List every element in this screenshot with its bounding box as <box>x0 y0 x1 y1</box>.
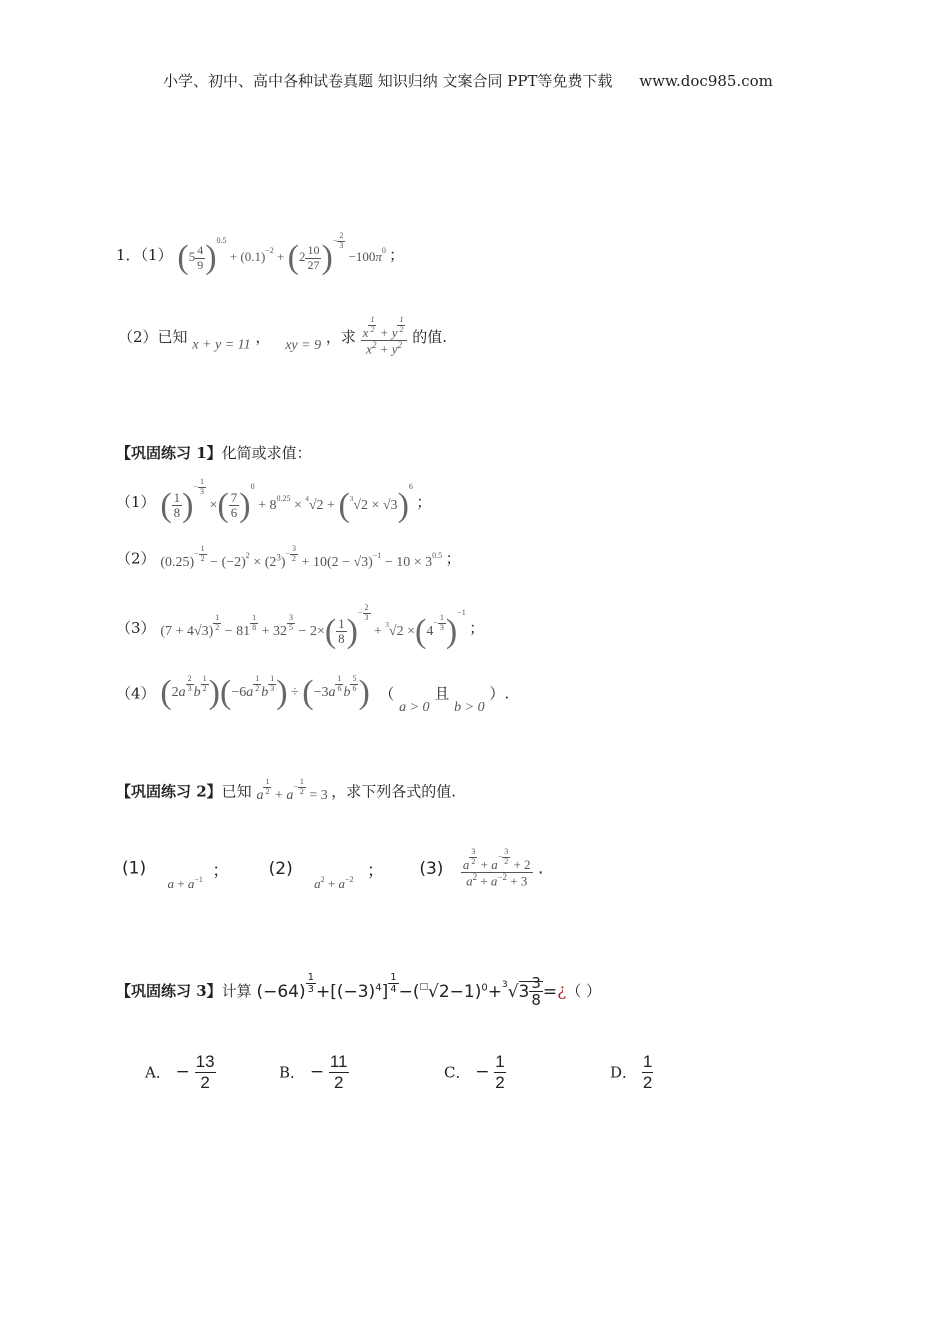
header-text: 小学、初中、高中各种试卷真题 知识归纳 文案合同 PPT等免费下载 <box>163 72 613 90</box>
ex2-ask: ，求下列各式的值. <box>331 782 457 801</box>
ex2-title <box>116 778 456 818</box>
ex3-formula: (−64) $^{\frac{1}{3}}$ $+[(-3)^4]$ $^{\frac{1}{4}}$ $-(^□√2-1)^0+^3√3$ $\frac{3}{8}$ = <box>256 972 558 1009</box>
q1-semicolon: ； <box>389 246 405 265</box>
ex3-option-c[interactable] <box>444 1052 506 1098</box>
ex2-known: 已知 <box>221 782 252 801</box>
ex2-label-2: (2) <box>268 858 293 879</box>
ex1-item4-cond-and: 且 <box>434 684 450 703</box>
ex3-compute: 计算 <box>221 981 252 1000</box>
ex1-item3-label: （3） <box>116 618 156 637</box>
ex3-blank: （ ） <box>566 981 602 1000</box>
ex1-item2 <box>116 545 461 585</box>
ex1-bracket: 【巩固练习 1】 <box>116 444 222 462</box>
option-b-fraction: $\frac{11}{2}$ <box>329 1052 348 1092</box>
option-a-label: A． <box>145 1063 171 1082</box>
ex1-item1-semicolon: ； <box>416 492 432 511</box>
q1-fraction: x $^{\frac{1}{2}}$ + y $^{\frac{1}{2}}$ $x^2 + y^2$ <box>361 316 408 357</box>
q1-cond2: xy = 9 <box>285 337 322 353</box>
ex2-cond-tail: = 3 <box>309 788 328 804</box>
ex1-item4-cond-open: （ <box>379 684 395 703</box>
ex1-item4-label: （4） <box>116 684 156 703</box>
ex1-item2-label: （2） <box>116 549 156 568</box>
ex1-item3-formula: (7 + 4√3) $^{\frac{1}{2}}$ − 81 $^{\frac{1}{8}}$ + 32 $^{\frac{3}{5}}$ − 2×( $\frac{1}{8}$ )$^{- \frac{2}{3}}$ + $^3√2 \times(4^{- \frac{1}{3}}$ )$^{-1}$ <box>160 603 466 650</box>
ex1-item3-semicolon: ； <box>469 618 485 637</box>
ex2-semi-1: ； <box>212 861 230 882</box>
option-c-label: C． <box>444 1063 471 1082</box>
ex1-item4-formula: (2a $^{\frac{2}{3}}$ b $^{\frac{1}{2}}$ )(−6a $^{\frac{1}{2}}$ b $^{\frac{1}{3}}$ ) ÷ (−3a $^{\frac{1}{6}}$ b $^{\frac{5}{6}}$ ) <box>160 674 370 711</box>
q1-part2 <box>118 316 447 376</box>
ex3-option-b[interactable] <box>279 1052 349 1098</box>
option-b-sign: − <box>309 1062 325 1083</box>
q1-formula-1: (5 $\frac{4}{9}$ )$^{0.5} + (0.1)^{-2} + (2$ $\frac{10}{27}$ )$^{- \frac{2}{3}}$ $-100\pi^0$ <box>177 231 386 277</box>
option-a-sign: − <box>175 1062 190 1083</box>
ex3-option-a[interactable] <box>145 1052 216 1098</box>
ex1-title-text: 化简或求值： <box>221 444 312 462</box>
ex2-subquestions <box>122 848 543 908</box>
ex2-expr-2: a2 + a−2 <box>314 874 354 891</box>
q1-end: 的值. <box>412 328 448 347</box>
q1-part2-prefix: （2）已知 <box>118 328 188 347</box>
ex3-option-d[interactable] <box>610 1052 653 1098</box>
q1-part1 <box>116 232 404 282</box>
ex1-item4-cond-a: a > 0 <box>399 700 430 715</box>
page-header <box>163 70 773 91</box>
option-d-fraction: $\frac{1}{2}$ <box>642 1052 653 1092</box>
ex1-item4-cond-b: b > 0 <box>454 700 485 715</box>
ex1-item1 <box>116 478 431 526</box>
option-c-sign: − <box>475 1062 490 1083</box>
ex2-semi-2: ； <box>366 861 384 882</box>
ex2-label-1: (1) <box>122 858 147 879</box>
ex3-bracket: 【巩固练习 3】 <box>116 981 222 1000</box>
ex3-answer-mark: ¿ <box>557 980 567 1001</box>
ex2-expr-3: a $^{\frac{3}{2}}$ + $a^{- \frac{3}{2}}$ + 2 $a^2 + a^{-2} + 3$ <box>462 847 531 889</box>
ex3-question <box>116 972 601 1024</box>
option-d-label: D． <box>610 1063 638 1082</box>
ex1-item4 <box>116 674 509 726</box>
ex1-item3 <box>116 604 484 656</box>
ex2-expr-1: a + a−1 <box>167 874 203 891</box>
ex1-item2-semicolon: ； <box>445 549 461 568</box>
ex1-item1-formula: ( $\frac{1}{8}$ )$^{- \frac{1}{3}}$ ×( $\frac{7}{6}$ )$^0 + 8^{0.25} \times ^4√2 + (^3√2 \times √3)^6$ <box>160 477 413 524</box>
option-c-fraction: $\frac{1}{2}$ <box>495 1052 505 1092</box>
q1-sep2: ，求 <box>325 328 356 347</box>
ex2-label-3: (3) <box>419 858 444 879</box>
ex1-title <box>116 442 312 463</box>
ex1-item1-label: （1） <box>116 492 156 511</box>
ex1-item2-formula: $(0.25)^{- \frac{1}{2}}$ − $(-2)^2 \times (2^3)^{- \frac{3}{2}}$ + $10(2 - √3)^{-1} - 10 \times 3^{0.5}$ <box>160 544 443 571</box>
ex1-item4-cond-close: ）. <box>489 684 510 703</box>
ex2-condition: a $^{\frac{1}{2}}$ + $a^{- \frac{1}{2}}$ = 3 <box>256 777 328 804</box>
option-a-fraction: $\frac{13}{2}$ <box>195 1052 215 1092</box>
ex2-period: . <box>537 858 544 879</box>
q1-sep1: ， <box>255 328 271 347</box>
q1-number: 1．（1） <box>116 246 173 265</box>
ex2-bracket: 【巩固练习 2】 <box>116 782 222 801</box>
header-url: www.doc985.com <box>639 72 773 90</box>
option-b-label: B． <box>279 1063 306 1082</box>
q1-cond1: x + y = 11 <box>192 337 251 353</box>
